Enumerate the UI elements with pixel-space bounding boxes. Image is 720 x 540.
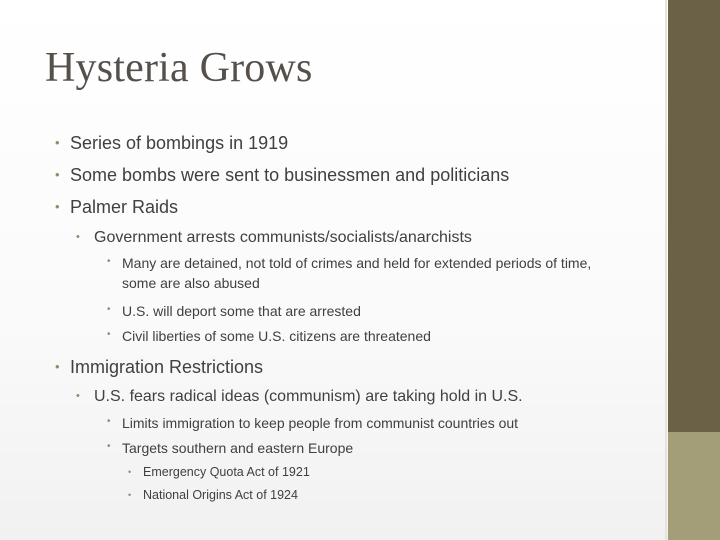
bullet-item	[55, 356, 615, 379]
bullet-marker: •	[128, 490, 132, 500]
sub-sub-bullet-item	[107, 439, 627, 459]
bullet-text: U.S. will deport some that are arrested	[122, 303, 361, 319]
bullet-text: Many are detained, not told of crimes and held for extended periods of time, some are also abused	[122, 255, 592, 291]
slide-title: Hysteria Grows	[45, 45, 313, 91]
bullet-text: Some bombs were sent to businessmen and politicians	[70, 165, 510, 185]
bullet-marker: •	[55, 167, 60, 182]
sub-sub-bullet-item	[107, 327, 627, 347]
bullet-marker: •	[107, 329, 111, 340]
level4-bullet-item	[128, 465, 608, 481]
bullet-text: Civil liberties of some U.S. citizens are threatened	[122, 328, 431, 344]
sub-sub-bullet-item	[107, 254, 627, 294]
bullet-marker: •	[55, 359, 60, 374]
level4-bullet-item	[128, 488, 608, 504]
bullet-marker: •	[107, 256, 111, 267]
bullet-item	[55, 196, 615, 219]
bullet-text: Targets southern and eastern Europe	[122, 440, 354, 456]
bullet-marker: •	[76, 390, 80, 402]
bullet-marker: •	[107, 304, 111, 315]
sub-sub-bullet-item	[107, 302, 627, 322]
bullet-text: Palmer Raids	[70, 197, 179, 217]
bullet-text: Emergency Quota Act of 1921	[143, 465, 310, 479]
bullet-item	[55, 164, 615, 187]
bullet-marker: •	[55, 135, 60, 150]
bullet-text: Immigration Restrictions	[70, 357, 264, 377]
bullet-marker: •	[76, 231, 80, 243]
bullet-text: Limits immigration to keep people from communist countries out	[122, 415, 519, 431]
bullet-marker: •	[107, 441, 111, 452]
sub-bullet-item	[76, 387, 636, 407]
sub-bullet-item	[76, 228, 636, 248]
bullet-marker: •	[128, 467, 132, 477]
sub-sub-bullet-item	[107, 414, 627, 434]
bullet-item	[55, 132, 615, 155]
bullet-text: Government arrests communists/socialists/anarchists	[94, 229, 472, 246]
bullet-marker: •	[55, 199, 60, 214]
bullet-text: U.S. fears radical ideas (communism) are taking hold in U.S.	[94, 388, 523, 405]
bullet-marker: •	[107, 416, 111, 427]
sidebar-accent-block	[668, 432, 720, 540]
bullet-text: National Origins Act of 1924	[143, 488, 298, 502]
bullet-text: Series of bombings in 1919	[70, 133, 289, 153]
